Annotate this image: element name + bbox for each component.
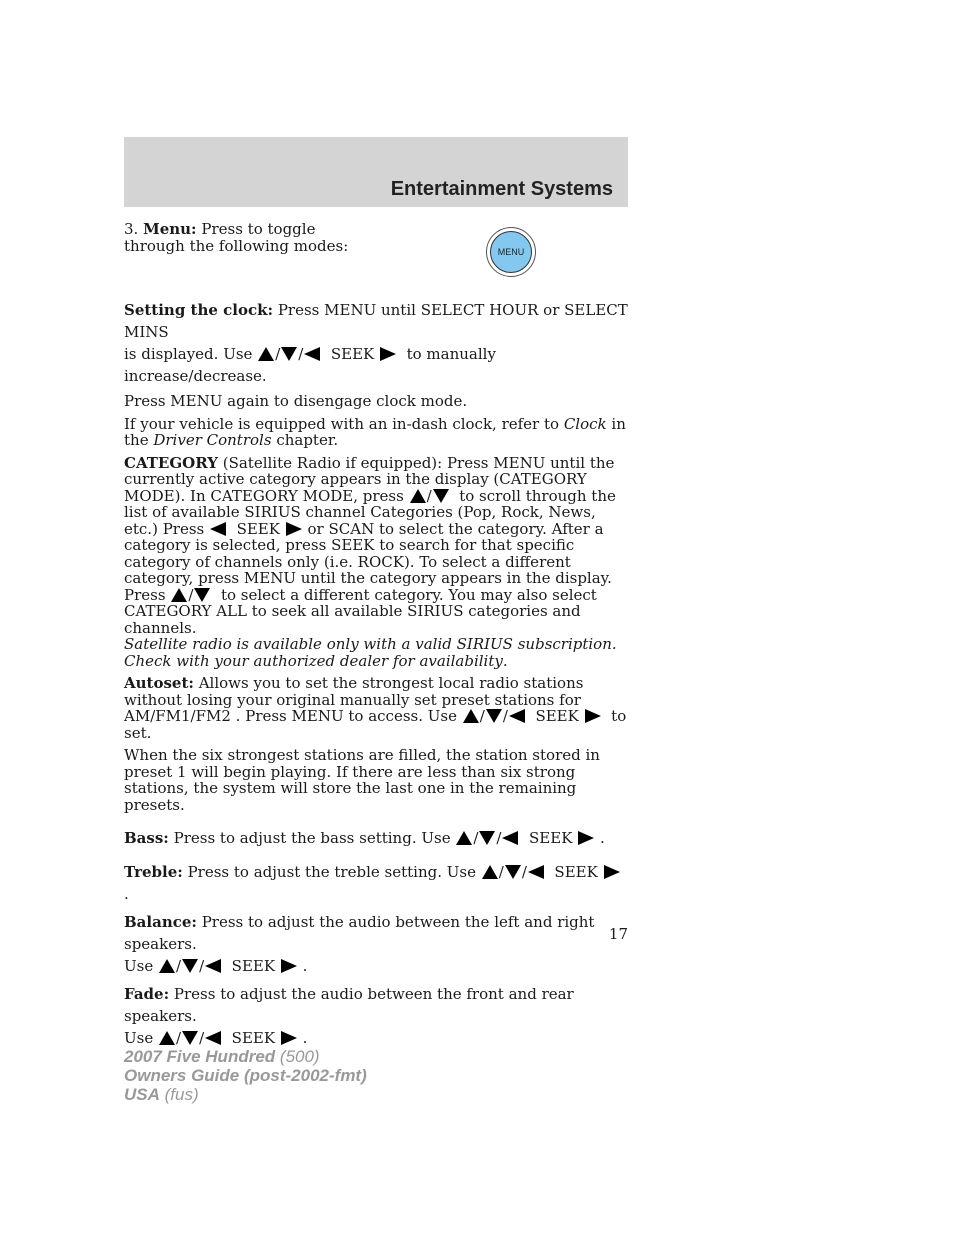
treble-paragraph: Treble: Press to adjust the treble setting. Use / / SEEK . [124, 861, 628, 905]
up-arrow-icon [409, 488, 427, 504]
autoset-paragraph: Autoset: Allows you to set the strongest local radio stations without losing your original manually set preset stations for AM/FM1/FM2 . Press MENU to access. Use / / SEEK to set. [124, 674, 627, 742]
right-arrow-icon [285, 521, 303, 537]
menu-button-label: MENU [490, 231, 532, 273]
document-footer [124, 1047, 367, 1104]
down-arrow-icon [181, 958, 199, 974]
down-arrow-icon [280, 346, 298, 362]
fade-paragraph: Fade: Press to adjust the audio between the front and rear speakers. Use / / SEEK . [124, 985, 574, 1047]
clock-disengage-text: Press MENU again to disengage clock mode. [124, 392, 468, 410]
menu-button-illustration [486, 227, 536, 277]
balance-paragraph: Balance: Press to adjust the audio between the left and right speakers. Use / / SEEK . [124, 913, 595, 975]
right-arrow-icon [584, 708, 602, 724]
down-arrow-icon [478, 830, 496, 846]
up-arrow-icon [158, 958, 176, 974]
section-header [124, 137, 628, 207]
menu-item [124, 221, 628, 299]
left-arrow-icon [204, 1030, 222, 1046]
left-arrow-icon [204, 958, 222, 974]
down-arrow-icon [432, 488, 450, 504]
clock-paragraph: Setting the clock: Press MENU until SELECT HOUR or SELECT MINS is displayed. Use / / SEEK to manually increase/decrease. [124, 301, 628, 385]
section-title: Entertainment Systems [390, 178, 613, 200]
footer-line-guide: Owners Guide (post-2002-fmt) [124, 1066, 367, 1085]
right-arrow-icon [603, 864, 621, 880]
menu-description: 3. Menu: Press to toggle through the following modes: [124, 220, 349, 255]
up-arrow-icon [158, 1030, 176, 1046]
left-arrow-icon [209, 521, 227, 537]
down-arrow-icon [485, 708, 503, 724]
page-number: 17 [608, 925, 628, 943]
autoset-note: When the six strongest stations are filled, the station stored in preset 1 will begin playing. If there are less than six strong stations, the system will store the last one in the remaining presets. [124, 746, 600, 814]
down-arrow-icon [181, 1030, 199, 1046]
footer-line-model: 2007 Five Hundred (500) [124, 1047, 320, 1066]
down-arrow-icon [504, 864, 522, 880]
up-arrow-icon [455, 830, 473, 846]
page-content [124, 221, 628, 1055]
right-arrow-icon [280, 958, 298, 974]
bass-paragraph: Bass: Press to adjust the bass setting. Use / / SEEK . [124, 829, 605, 847]
right-arrow-icon [379, 346, 397, 362]
right-arrow-icon [577, 830, 595, 846]
right-arrow-icon [280, 1030, 298, 1046]
clock-note: If your vehicle is equipped with an in-dash clock, refer to Clock in the Driver Controls chapter. [124, 414, 626, 449]
footer-line-market: USA (fus) [124, 1085, 199, 1104]
up-arrow-icon [481, 864, 499, 880]
left-arrow-icon [501, 830, 519, 846]
up-arrow-icon [170, 587, 188, 603]
up-arrow-icon [257, 346, 275, 362]
down-arrow-icon [193, 587, 211, 603]
left-arrow-icon [303, 346, 321, 362]
left-arrow-icon [527, 864, 545, 880]
category-paragraph: CATEGORY (Satellite Radio if equipped): Press MENU until the currently active category appears in the display (CATEGORY MODE). In CATEGORY MODE, press / to scroll through the list of available SIRIUS channel Categories (Pop, Rock, News, etc.) Press SEEK or SCAN to select the category. After a category is selected, press SEEK to search for that specific category of channels only (i.e. ROCK). To select a different category, press MENU until the category appears in the display. Press / to select a different category. You may also select CATEGORY ALL to seek all available SIRIUS categories and channels. Satellite radio is available only with a valid SIRIUS subscription. Check with your authorized dealer for availability. [124, 453, 617, 670]
left-arrow-icon [508, 708, 526, 724]
up-arrow-icon [462, 708, 480, 724]
